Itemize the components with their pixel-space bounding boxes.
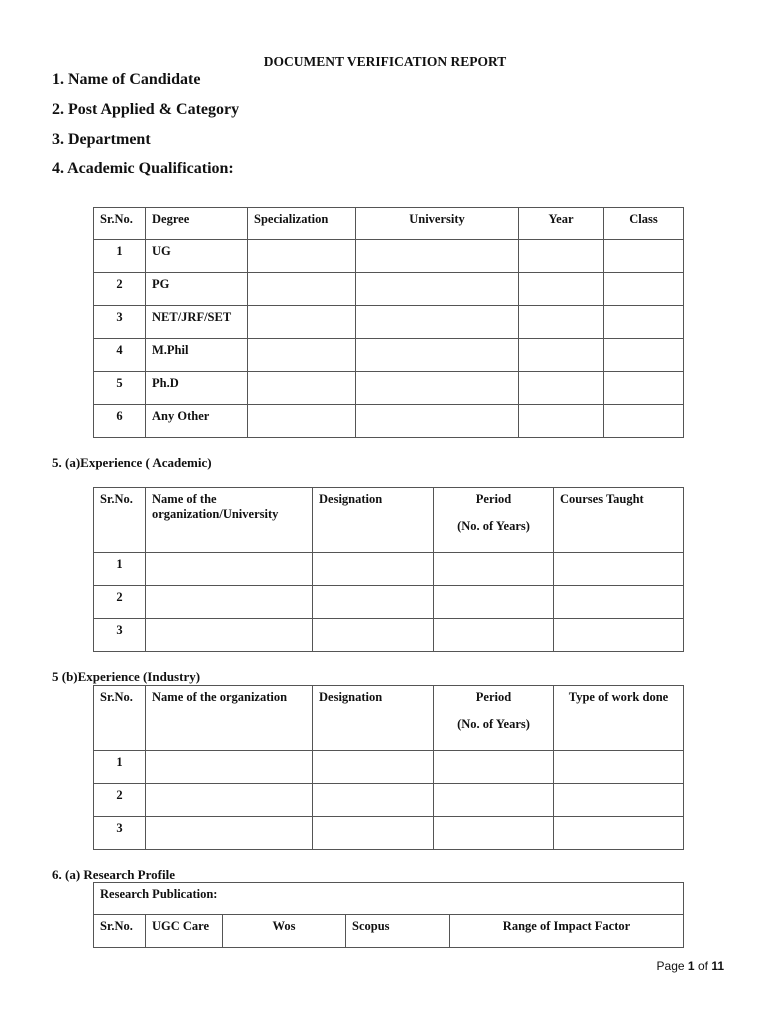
cell-srno: 4	[94, 339, 146, 372]
col-header-organization: Name of the organization/University	[146, 488, 313, 553]
col-header-impact-factor: Range of Impact Factor	[450, 915, 684, 948]
cell-blank[interactable]	[519, 273, 604, 306]
cell-blank[interactable]	[356, 240, 519, 273]
page-number: 1	[687, 959, 695, 973]
col-header-specialization: Specialization	[248, 208, 356, 240]
cell-blank[interactable]	[313, 553, 434, 586]
field-name-of-candidate: 1. Name of Candidate	[52, 71, 201, 88]
cell-blank[interactable]	[356, 372, 519, 405]
cell-blank[interactable]	[519, 372, 604, 405]
col-header-srno: Sr.No.	[94, 488, 146, 553]
cell-degree: Ph.D	[146, 372, 248, 405]
cell-blank[interactable]	[146, 784, 313, 817]
col-header-srno: Sr.No.	[94, 915, 146, 948]
period-sublabel: (No. of Years)	[457, 519, 530, 533]
field-department: 3. Department	[52, 131, 151, 148]
cell-srno: 1	[94, 751, 146, 784]
research-publication-label: Research Publication:	[94, 883, 684, 915]
cell-blank[interactable]	[604, 273, 684, 306]
cell-blank[interactable]	[313, 784, 434, 817]
page-footer	[657, 959, 724, 973]
cell-blank[interactable]	[434, 586, 554, 619]
cell-blank[interactable]	[248, 306, 356, 339]
cell-srno: 2	[94, 273, 146, 306]
col-header-period	[434, 488, 554, 553]
cell-srno: 3	[94, 619, 146, 652]
experience-academic-table	[93, 487, 684, 652]
cell-blank[interactable]	[434, 751, 554, 784]
page-label: Page	[656, 959, 685, 973]
cell-srno: 5	[94, 372, 146, 405]
table-row	[94, 405, 684, 438]
cell-degree: PG	[146, 273, 248, 306]
cell-srno: 1	[94, 240, 146, 273]
cell-blank[interactable]	[313, 817, 434, 850]
cell-blank[interactable]	[604, 405, 684, 438]
table-row	[94, 751, 684, 784]
cell-blank[interactable]	[356, 405, 519, 438]
cell-blank[interactable]	[434, 817, 554, 850]
cell-blank[interactable]	[554, 817, 684, 850]
cell-degree: M.Phil	[146, 339, 248, 372]
table-header-row	[94, 208, 684, 240]
section-heading-research-profile: 6. (a) Research Profile	[52, 867, 175, 882]
col-header-ugc-care: UGC Care	[146, 915, 223, 948]
col-header-srno: Sr.No.	[94, 208, 146, 240]
cell-srno: 2	[94, 784, 146, 817]
page-total: 11	[711, 959, 724, 973]
cell-blank[interactable]	[356, 306, 519, 339]
period-sublabel: (No. of Years)	[457, 717, 530, 731]
of-label: of	[697, 959, 708, 973]
cell-srno: 6	[94, 405, 146, 438]
cell-blank[interactable]	[248, 339, 356, 372]
col-header-wos: Wos	[223, 915, 346, 948]
cell-blank[interactable]	[248, 240, 356, 273]
cell-degree: UG	[146, 240, 248, 273]
page-title: DOCUMENT VERIFICATION REPORT	[263, 54, 507, 69]
cell-blank[interactable]	[313, 586, 434, 619]
cell-srno: 2	[94, 586, 146, 619]
col-header-class: Class	[604, 208, 684, 240]
cell-blank[interactable]	[146, 817, 313, 850]
section-heading-experience-industry: 5 (b)Experience (Industry)	[52, 669, 201, 684]
cell-srno: 3	[94, 817, 146, 850]
period-label: Period	[475, 492, 512, 506]
cell-blank[interactable]	[554, 553, 684, 586]
col-header-university: University	[356, 208, 519, 240]
table-header-row	[94, 915, 684, 948]
cell-blank[interactable]	[519, 405, 604, 438]
table-row	[94, 372, 684, 405]
cell-blank[interactable]	[554, 586, 684, 619]
table-row	[94, 817, 684, 850]
col-header-type-of-work: Type of work done	[554, 686, 684, 751]
experience-industry-table	[93, 685, 684, 850]
table-row	[94, 784, 684, 817]
table-header-row	[94, 488, 684, 553]
col-header-scopus: Scopus	[346, 915, 450, 948]
col-header-designation: Designation	[313, 488, 434, 553]
cell-blank[interactable]	[434, 553, 554, 586]
col-header-period	[434, 686, 554, 751]
cell-blank[interactable]	[146, 553, 313, 586]
cell-blank[interactable]	[519, 240, 604, 273]
cell-blank[interactable]	[554, 751, 684, 784]
cell-blank[interactable]	[604, 240, 684, 273]
col-header-srno: Sr.No.	[94, 686, 146, 751]
table-row	[94, 553, 684, 586]
table-row	[94, 339, 684, 372]
academic-qualification-table	[93, 207, 684, 438]
col-header-organization: Name of the organization	[146, 686, 313, 751]
cell-blank[interactable]	[146, 751, 313, 784]
cell-blank[interactable]	[604, 372, 684, 405]
col-header-designation: Designation	[313, 686, 434, 751]
cell-srno: 1	[94, 553, 146, 586]
table-row	[94, 619, 684, 652]
cell-blank[interactable]	[519, 339, 604, 372]
table-header-row	[94, 883, 684, 915]
col-header-courses-taught: Courses Taught	[554, 488, 684, 553]
research-publication-table	[93, 882, 684, 948]
field-academic-qualification: 4. Academic Qualification:	[52, 160, 234, 177]
table-row	[94, 273, 684, 306]
cell-blank[interactable]	[554, 619, 684, 652]
cell-blank[interactable]	[434, 784, 554, 817]
table-row	[94, 306, 684, 339]
table-row	[94, 240, 684, 273]
cell-degree: NET/JRF/SET	[146, 306, 248, 339]
cell-blank[interactable]	[356, 273, 519, 306]
cell-blank[interactable]	[604, 306, 684, 339]
cell-blank[interactable]	[519, 306, 604, 339]
cell-blank[interactable]	[248, 405, 356, 438]
table-row	[94, 586, 684, 619]
cell-blank[interactable]	[313, 751, 434, 784]
field-post-applied: 2. Post Applied & Category	[52, 101, 240, 118]
cell-blank[interactable]	[248, 372, 356, 405]
cell-blank[interactable]	[554, 784, 684, 817]
cell-blank[interactable]	[434, 619, 554, 652]
cell-blank[interactable]	[146, 619, 313, 652]
col-header-year: Year	[519, 208, 604, 240]
cell-blank[interactable]	[356, 339, 519, 372]
period-label: Period	[475, 690, 512, 704]
cell-blank[interactable]	[313, 619, 434, 652]
col-header-degree: Degree	[146, 208, 248, 240]
cell-degree: Any Other	[146, 405, 248, 438]
cell-blank[interactable]	[248, 273, 356, 306]
cell-blank[interactable]	[146, 586, 313, 619]
section-heading-experience-academic: 5. (a)Experience ( Academic)	[52, 455, 212, 470]
table-header-row	[94, 686, 684, 751]
cell-srno: 3	[94, 306, 146, 339]
cell-blank[interactable]	[604, 339, 684, 372]
